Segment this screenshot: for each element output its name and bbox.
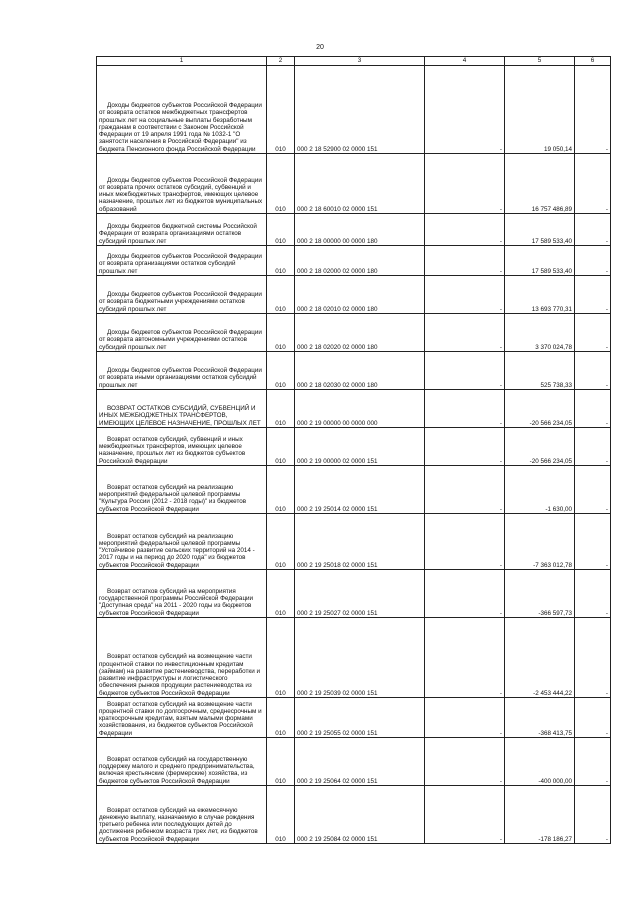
table-row	[97, 618, 611, 698]
row-column-4-value: -	[425, 570, 505, 618]
column-header-5: 5	[505, 57, 575, 66]
row-column-6-value: -	[575, 466, 611, 514]
row-column-6-value: -	[575, 154, 611, 214]
column-header-3: 3	[295, 57, 425, 66]
row-column-4-value: -	[425, 314, 505, 352]
row-column-6-value: -	[575, 428, 611, 466]
row-amount: 13 693 770,31	[505, 276, 575, 314]
row-column-4-value: -	[425, 214, 505, 246]
row-line-code: 010	[267, 246, 295, 276]
row-budget-classification-code: 000 2 18 02020 02 0000 180	[295, 314, 425, 352]
row-column-4-value: -	[425, 246, 505, 276]
table-row	[97, 352, 611, 390]
row-column-6-value: -	[575, 786, 611, 844]
row-column-4-value: -	[425, 276, 505, 314]
column-header-2: 2	[267, 57, 295, 66]
row-column-6-value: -	[575, 738, 611, 786]
row-description-cell	[97, 246, 267, 276]
table-row	[97, 276, 611, 314]
row-description-cell	[97, 352, 267, 390]
table-row	[97, 66, 611, 154]
row-column-4-value: -	[425, 428, 505, 466]
row-amount: -20 566 234,05	[505, 428, 575, 466]
row-amount: -1 630,00	[505, 466, 575, 514]
row-description: Возврат остатков субсидий на реализацию мероприятий федеральной целевой программы "Культура России (2012 - 2018 годы)" из бюджетов субъектов Российской Федерации	[99, 483, 247, 513]
row-column-4-value: -	[425, 352, 505, 390]
row-column-4-value: -	[425, 618, 505, 698]
row-amount: -366 597,73	[505, 570, 575, 618]
row-column-4-value: -	[425, 698, 505, 738]
row-description: Доходы бюджетов субъектов Российской Федерации от возврата автономными учреждениями остатков субсидий прошлых лет	[99, 329, 262, 351]
row-column-4-value: -	[425, 514, 505, 570]
row-description-cell	[97, 570, 267, 618]
row-line-code: 010	[267, 618, 295, 698]
table-row	[97, 390, 611, 428]
row-line-code: 010	[267, 352, 295, 390]
row-column-6-value: -	[575, 314, 611, 352]
row-line-code: 010	[267, 698, 295, 738]
row-description-cell	[97, 276, 267, 314]
row-budget-classification-code: 000 2 19 00000 02 0000 151	[295, 428, 425, 466]
row-description: Возврат остатков субсидий, субвенций и иных межбюджетных трансфертов, имеющих целевое назначение, прошлых лет из бюджетов субъектов Российской Федерации	[99, 435, 246, 465]
row-description: Доходы бюджетов бюджетной системы Российской Федерации от возврата организациями остатков субсидий прошлых лет	[99, 223, 257, 245]
row-budget-classification-code: 000 2 18 02000 02 0000 180	[295, 246, 425, 276]
row-budget-classification-code: 000 2 18 52900 02 0000 151	[295, 66, 425, 154]
row-budget-classification-code: 000 2 19 25027 02 0000 151	[295, 570, 425, 618]
row-line-code: 010	[267, 428, 295, 466]
table-row	[97, 514, 611, 570]
row-amount: -368 413,75	[505, 698, 575, 738]
row-description: Доходы бюджетов субъектов Российской Федерации от возврата организациями остатков субсидий прошлых лет	[99, 253, 262, 275]
row-line-code: 010	[267, 314, 295, 352]
row-amount: -20 566 234,05	[505, 390, 575, 428]
row-amount: -400 000,00	[505, 738, 575, 786]
row-description-cell	[97, 786, 267, 844]
row-line-code: 010	[267, 214, 295, 246]
column-header-1: 1	[97, 57, 267, 66]
page-number: 20	[316, 44, 324, 51]
row-amount: 3 370 024,78	[505, 314, 575, 352]
row-amount: 19 050,14	[505, 66, 575, 154]
table-row	[97, 428, 611, 466]
table-row	[97, 786, 611, 844]
row-description-cell	[97, 390, 267, 428]
row-budget-classification-code: 000 2 18 60010 02 0000 151	[295, 154, 425, 214]
row-column-6-value: -	[575, 698, 611, 738]
row-budget-classification-code: 000 2 19 25018 02 0000 151	[295, 514, 425, 570]
row-description-cell	[97, 428, 267, 466]
row-amount: 17 589 533,40	[505, 214, 575, 246]
row-column-6-value: -	[575, 514, 611, 570]
row-column-6-value: -	[575, 276, 611, 314]
table-row	[97, 466, 611, 514]
row-line-code: 010	[267, 514, 295, 570]
row-line-code: 010	[267, 786, 295, 844]
row-description-cell	[97, 66, 267, 154]
row-description-cell	[97, 154, 267, 214]
row-column-4-value: -	[425, 66, 505, 154]
row-description: Доходы бюджетов субъектов Российской Федерации от возврата прочих остатков субсидий, субвенций и иных межбюджетных трансфертов, имеющих целевое назначение, прошлых лет из бюджетов муниципальных образований	[99, 176, 263, 213]
row-description-cell	[97, 214, 267, 246]
row-budget-classification-code: 000 2 19 25084 02 0000 151	[295, 786, 425, 844]
table-row	[97, 738, 611, 786]
table-row	[97, 246, 611, 276]
row-column-4-value: -	[425, 466, 505, 514]
row-budget-classification-code: 000 2 18 00000 00 0000 180	[295, 214, 425, 246]
row-budget-classification-code: 000 2 19 00000 00 0000 000	[295, 390, 425, 428]
row-column-6-value: -	[575, 390, 611, 428]
table-row	[97, 314, 611, 352]
row-column-4-value: -	[425, 786, 505, 844]
row-description: Доходы бюджетов субъектов Российской Федерации от возврата остатков межбюджетных трансфертов прошлых лет на социальные выплаты безработным гражданам в соответствии с Законом Российской Федерации от 19 апреля 1991 года № 1032-1 "О занятости населения в Российской Федерации" из бюджета Пенсионного фонда Российской Федерации	[99, 101, 262, 153]
row-description: Доходы бюджетов субъектов Российской Федерации от возврата бюджетными учреждениями остатков субсидий прошлых лет	[99, 291, 262, 313]
row-description: Возврат остатков субсидий на возмещение части процентной ставки по инвестиционным кредитам (займам) на развитие растениеводства, переработки и развитие инфраструктуры и логистического обеспечения рынков продукции растениеводства из бюджетов субъектов Российской Федерации	[99, 653, 260, 697]
row-description-cell	[97, 698, 267, 738]
row-description-cell	[97, 466, 267, 514]
row-column-6-value: -	[575, 618, 611, 698]
row-description-cell	[97, 314, 267, 352]
budget-table	[96, 56, 611, 844]
row-description: Возврат остатков субсидий на мероприятия государственной программы Российской Федерации "Доступная среда" на 2011 - 2020 годы из бюджетов субъектов Российской Федерации	[99, 587, 254, 617]
row-column-4-value: -	[425, 154, 505, 214]
row-description: Возврат остатков субсидий на государственную поддержку малого и среднего предпринимательства, включая крестьянские (фермерские) хозяйства, из бюджетов субъектов Российской Федерации	[99, 755, 255, 785]
row-line-code: 010	[267, 390, 295, 428]
row-line-code: 010	[267, 276, 295, 314]
row-column-6-value: -	[575, 214, 611, 246]
row-line-code: 010	[267, 154, 295, 214]
row-column-4-value: -	[425, 390, 505, 428]
row-description: Возврат остатков субсидий на возмещение части процентной ставки по долгосрочным, среднесрочным и краткосрочным кредитам, взятым малыми формами хозяйствования, из бюджетов субъектов Российской Федерации	[99, 700, 262, 737]
row-column-6-value: -	[575, 352, 611, 390]
row-description: Возврат остатков субсидий на ежемесячную денежную выплату, назначаемую в случае рождения третьего ребенка или последующих детей до достижения ребенком возраста трех лет, из бюджетов субъектов Российской Федерации	[99, 806, 258, 843]
row-amount: 17 589 533,40	[505, 246, 575, 276]
table-row	[97, 154, 611, 214]
row-budget-classification-code: 000 2 19 25039 02 0000 151	[295, 618, 425, 698]
row-description-cell	[97, 618, 267, 698]
row-line-code: 010	[267, 570, 295, 618]
table-row	[97, 698, 611, 738]
row-column-6-value: -	[575, 570, 611, 618]
row-description: Возврат остатков субсидий на реализацию мероприятий федеральной целевой программы "Устойчивое развитие сельских территорий на 2014 - 2017 годы и на период до 2020 года" из бюджетов субъектов Российской Федерации	[99, 532, 255, 569]
column-header-6: 6	[575, 57, 611, 66]
row-budget-classification-code: 000 2 19 25055 02 0000 151	[295, 698, 425, 738]
row-column-6-value: -	[575, 66, 611, 154]
row-description-cell	[97, 514, 267, 570]
row-budget-classification-code: 000 2 19 25014 02 0000 151	[295, 466, 425, 514]
row-description: Доходы бюджетов субъектов Российской Федерации от возврата иными организациями остатков субсидий прошлых лет	[99, 367, 262, 389]
row-budget-classification-code: 000 2 18 02030 02 0000 180	[295, 352, 425, 390]
row-budget-classification-code: 000 2 19 25064 02 0000 151	[295, 738, 425, 786]
row-description-cell	[97, 738, 267, 786]
column-header-4: 4	[425, 57, 505, 66]
table-header-row	[97, 57, 611, 66]
row-line-code: 010	[267, 738, 295, 786]
row-amount: -178 186,27	[505, 786, 575, 844]
row-amount: 16 757 486,89	[505, 154, 575, 214]
row-line-code: 010	[267, 466, 295, 514]
row-amount: -2 453 444,22	[505, 618, 575, 698]
row-description: ВОЗВРАТ ОСТАТКОВ СУБСИДИЙ, СУБВЕНЦИЙ И ИНЫХ МЕЖБЮДЖЕТНЫХ ТРАНСФЕРТОВ, ИМЕЮЩИХ ЦЕЛЕВОЕ НАЗНАЧЕНИЕ, ПРОШЛЫХ ЛЕТ	[99, 405, 261, 427]
row-amount: -7 363 012,78	[505, 514, 575, 570]
row-column-4-value: -	[425, 738, 505, 786]
row-column-6-value: -	[575, 246, 611, 276]
row-amount: 525 738,33	[505, 352, 575, 390]
table-row	[97, 570, 611, 618]
table-row	[97, 214, 611, 246]
row-line-code: 010	[267, 66, 295, 154]
row-budget-classification-code: 000 2 18 02010 02 0000 180	[295, 276, 425, 314]
